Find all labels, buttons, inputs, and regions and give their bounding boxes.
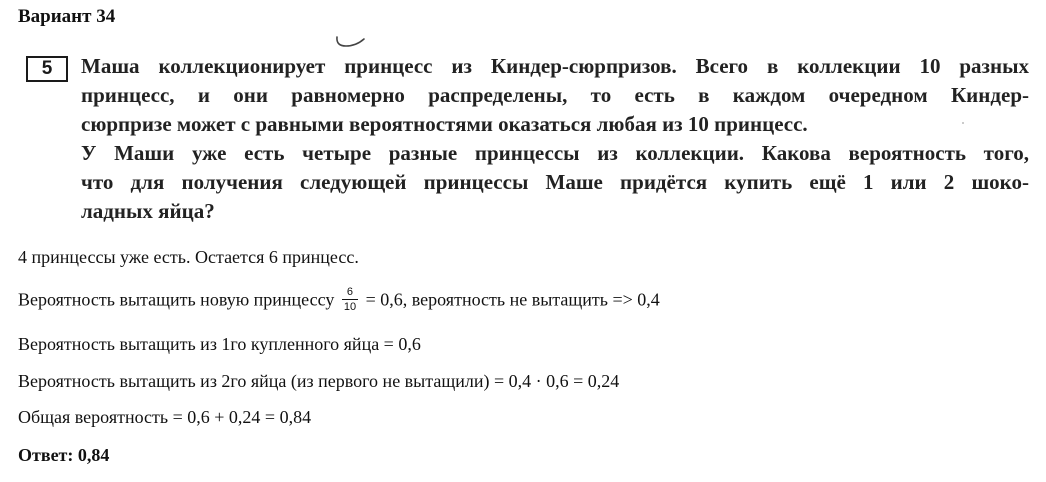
task-number-box: 5 <box>26 56 68 82</box>
task-line: сюрпризе может с равными вероятностями оказаться любая из 10 принцесс. <box>81 112 808 136</box>
answer-line: Ответ: 0,84 <box>18 445 110 465</box>
pen-mark-icon <box>333 34 367 50</box>
task-line: что для получения следующей принцессы Маше придётся купить ещё 1 или 2 шоко- <box>81 170 1029 194</box>
task-line: У Маши уже есть четыре разные принцессы из коллекции. Какова вероятность того, <box>81 141 1029 165</box>
solution-line-3: Вероятность вытащить из 1го купленного яйца = 0,6 <box>18 334 421 354</box>
fraction-denominator: 10 <box>343 301 357 313</box>
task-line: принцесс, и они равномерно распределены, то есть в каждом очередном Киндер- <box>81 83 1029 107</box>
probability-text-prefix: Вероятность вытащить новую принцессу <box>18 289 335 310</box>
probability-text-suffix: = 0,6, вероятность не вытащить => 0,4 <box>365 289 660 310</box>
scan-speck <box>962 122 964 124</box>
solution-line-2 <box>18 288 660 315</box>
task-line: Маша коллекционирует принцесс из Киндер-сюрпризов. Всего в коллекции 10 разных <box>81 54 1029 78</box>
solution-line-5: Общая вероятность = 0,6 + 0,24 = 0,84 <box>18 407 312 427</box>
task-line: ладных яйца? <box>81 199 215 223</box>
solution-line-4: Вероятность вытащить из 2го яйца (из первого не вытащили) = 0,4 · 0,6 = 0,24 <box>18 371 620 391</box>
task-statement <box>81 52 1029 226</box>
task-problem-block <box>24 52 1034 224</box>
fraction <box>342 286 358 313</box>
solution-line-1: 4 принцессы уже есть. Остается 6 принцесс. <box>18 247 359 267</box>
fraction-numerator: 6 <box>342 286 358 300</box>
variant-title: Вариант 34 <box>18 6 116 27</box>
